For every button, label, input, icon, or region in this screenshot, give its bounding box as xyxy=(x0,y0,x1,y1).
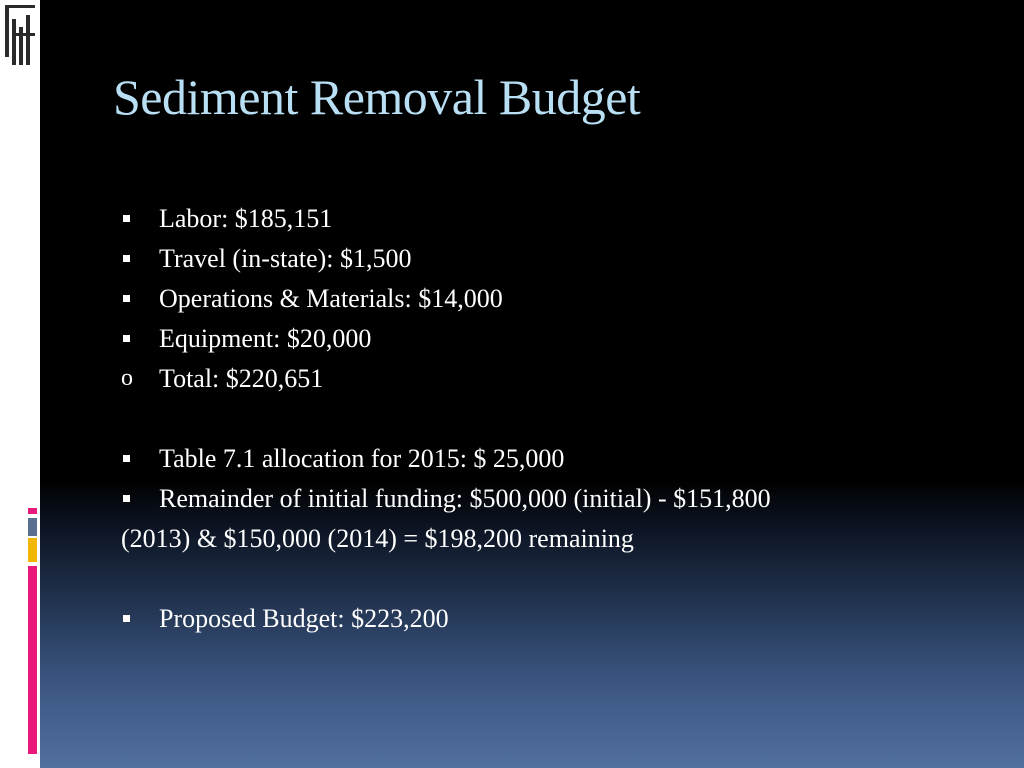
bullet-item xyxy=(121,359,981,399)
bullet-item xyxy=(121,599,981,639)
continuation-text: (2013) & $150,000 (2014) = $198,200 remaining xyxy=(121,524,634,553)
bullet-text: Travel (in-state): $1,500 xyxy=(159,244,412,273)
bullet-text: Table 7.1 allocation for 2015: $ 25,000 xyxy=(159,444,565,473)
accent-bar-slate xyxy=(28,518,37,536)
bullet-item xyxy=(121,479,981,519)
blank-line xyxy=(121,559,981,599)
bullet-continuation xyxy=(121,519,981,559)
accent-bar-yellow xyxy=(28,538,37,562)
circle-bullet-icon: o xyxy=(121,365,133,391)
bullet-text: Labor: $185,151 xyxy=(159,204,333,233)
bullet-item xyxy=(121,439,981,479)
blank-line xyxy=(121,399,981,439)
bullet-item xyxy=(121,279,981,319)
bullet-item xyxy=(121,239,981,279)
bullet-list xyxy=(121,199,981,639)
side-strip xyxy=(0,0,40,768)
accent-bar-pink xyxy=(28,566,37,754)
bullet-text: Operations & Materials: $14,000 xyxy=(159,284,503,313)
slide-title: Sediment Removal Budget xyxy=(113,69,641,125)
accent-bar-pink-top xyxy=(28,508,37,514)
bullet-text: Proposed Budget: $223,200 xyxy=(159,604,449,633)
bullet-item xyxy=(121,319,981,359)
window-grid-icon xyxy=(5,5,35,65)
bullet-text: Total: $220,651 xyxy=(159,364,324,393)
bullet-item xyxy=(121,199,981,239)
bullet-text: Remainder of initial funding: $500,000 (initial) - $151,800 xyxy=(159,484,771,513)
bullet-text: Equipment: $20,000 xyxy=(159,324,372,353)
